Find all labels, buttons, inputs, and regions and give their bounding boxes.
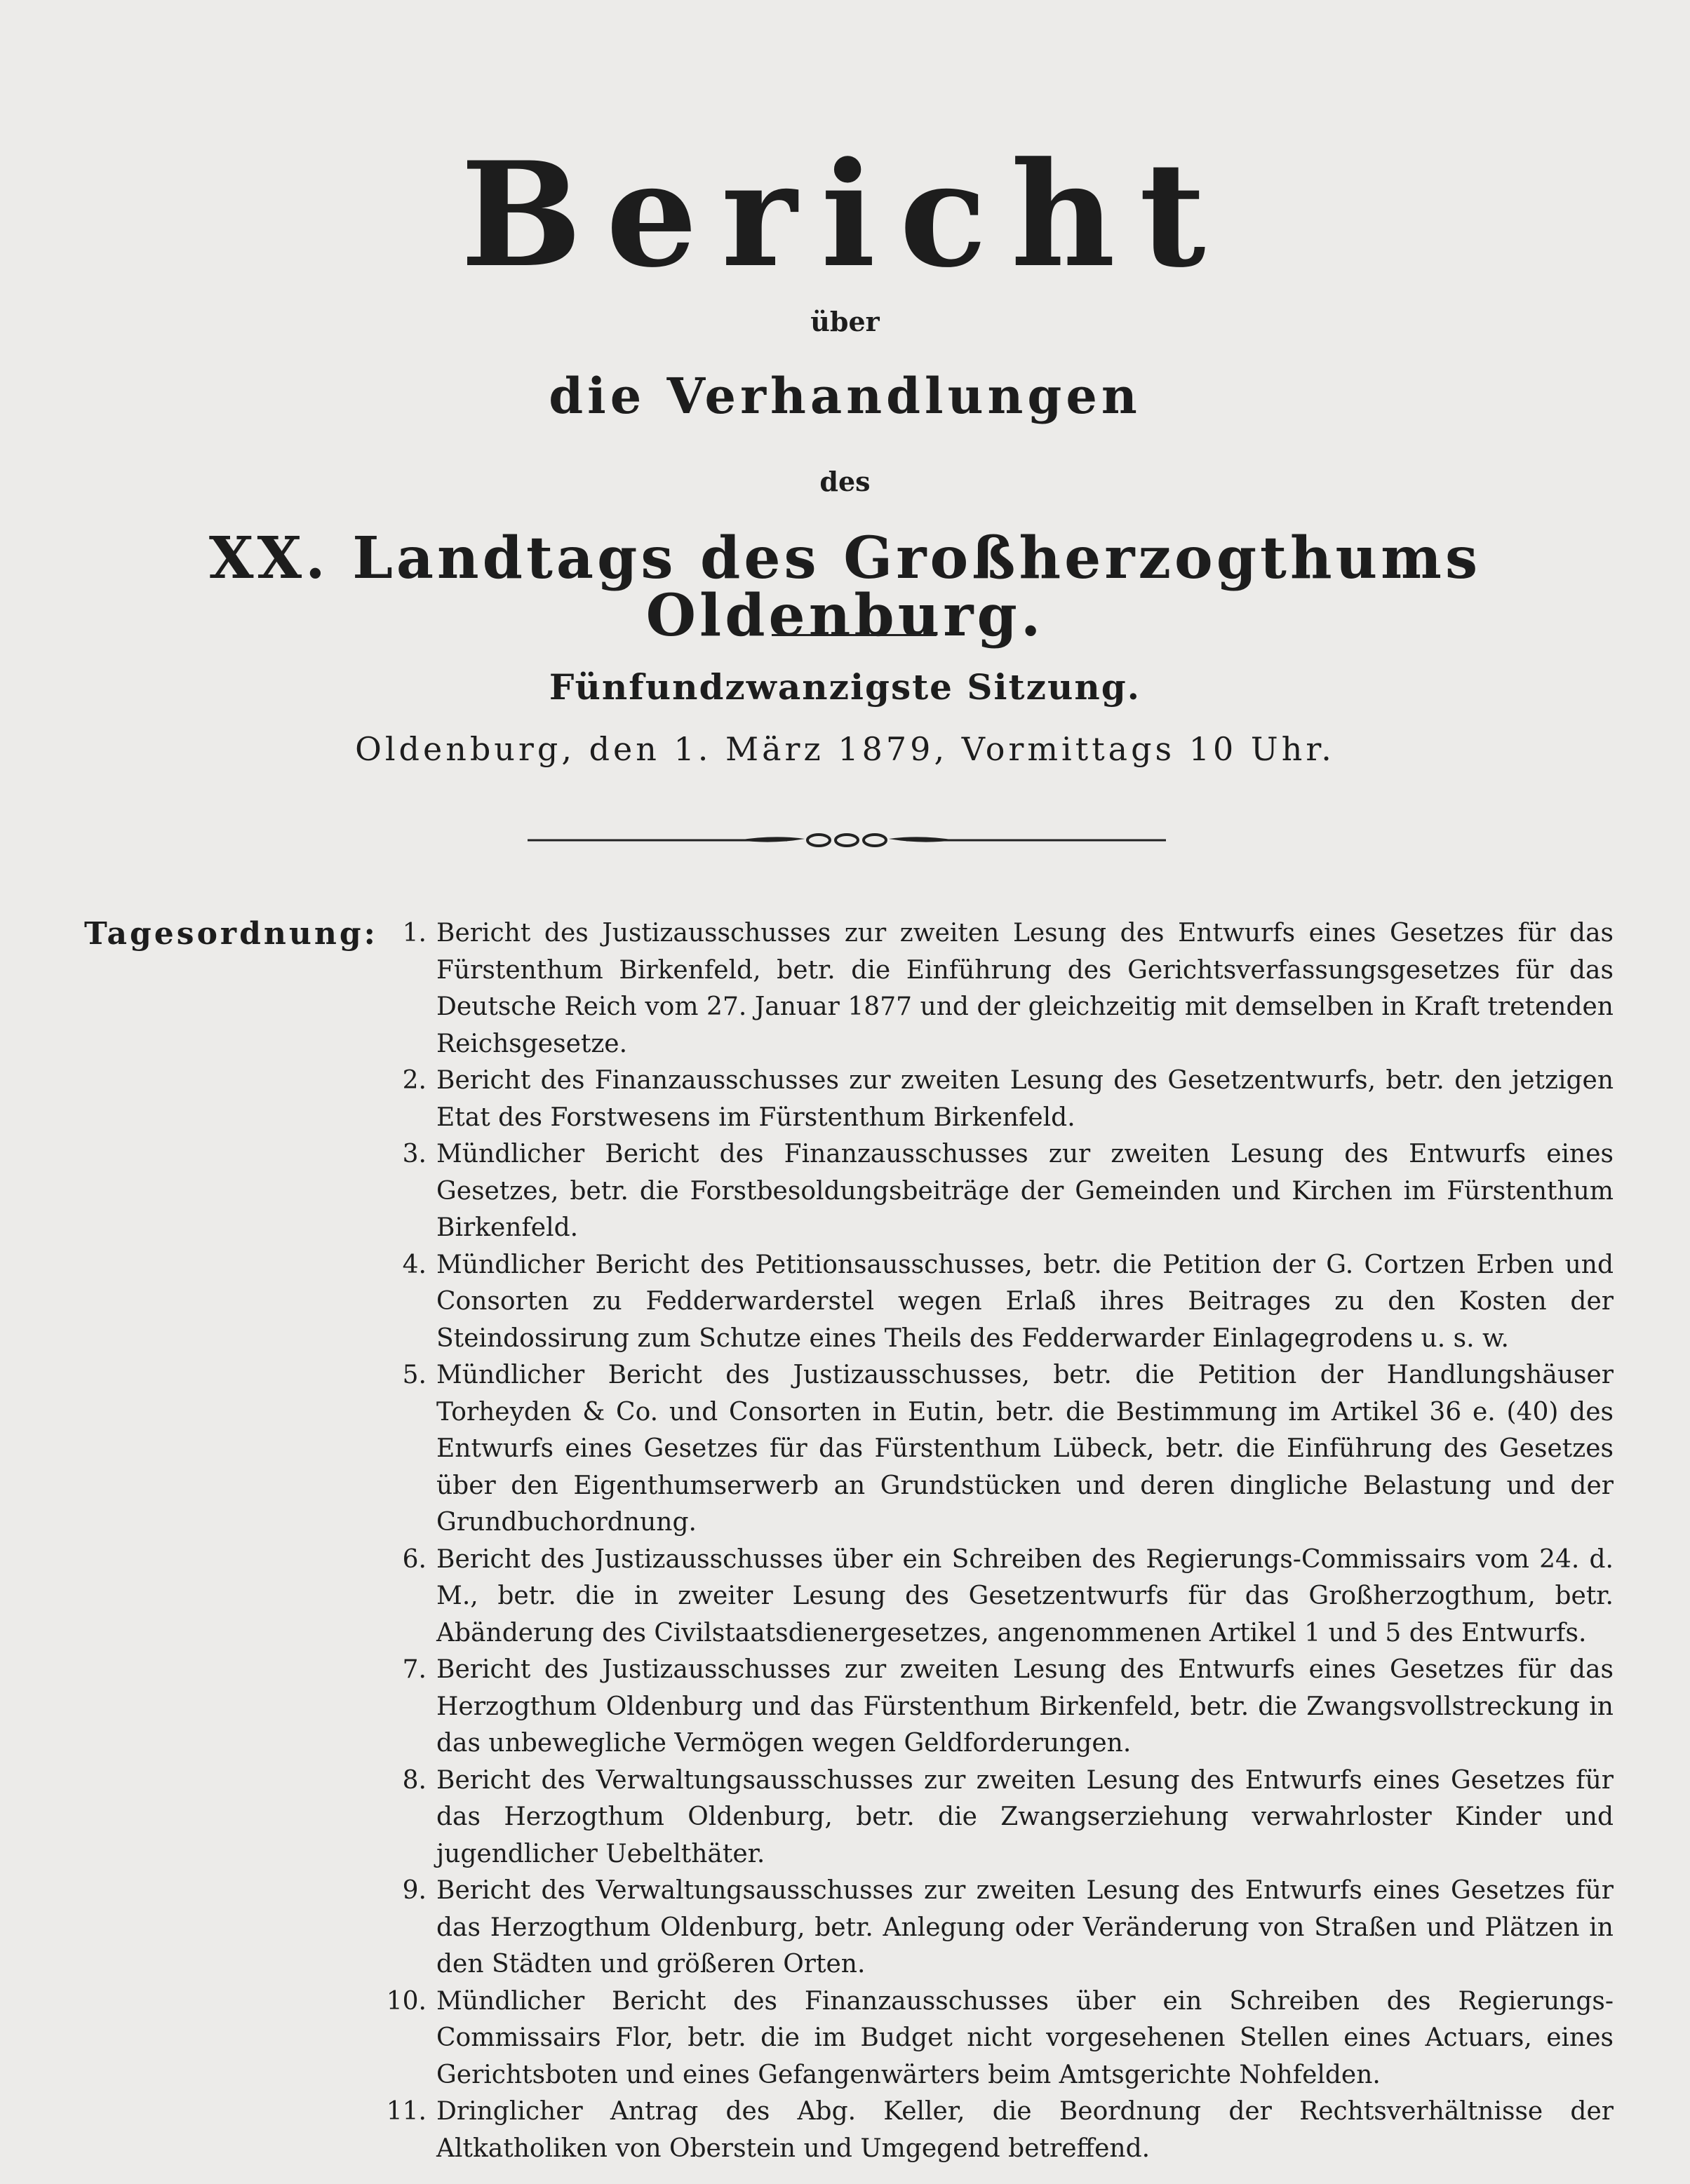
agenda-item-8 <box>372 1762 1614 1873</box>
agenda-item-3 <box>372 1136 1614 1247</box>
session-title: Fünfundzwanzigste Sitzung. <box>549 666 1141 708</box>
agenda-item-number: 11. <box>386 2097 427 2126</box>
title-line-landtag: XX. Landtags des Großherzogthums Oldenburg. <box>208 525 1482 649</box>
document-title: Bericht <box>460 131 1230 299</box>
agenda-item-11 <box>372 2094 1614 2167</box>
agenda-item-text: Bericht des Finanzausschusses zur zweiten Lesung des Gesetzentwurfs, betr. den jetzigen Etat des Forstwesens im Fürstenthum Birkenfeld. <box>436 1066 1614 1132</box>
agenda-item-text: Bericht des Verwaltungsausschusses zur zweiten Lesung des Entwurfs eines Gesetzes für das Herzogthum Oldenburg, betr. die Zwangserziehung verwahrloster Kinder und jugendlicher Uebelthäter. <box>436 1765 1614 1868</box>
agenda-item-text: Mündlicher Bericht des Finanzausschusses über ein Schreiben des Regierungs-Commissairs Flor, betr. die im Budget nicht vorgesehenen Stellen eines Actuars, eines Gerichtsboten und eines Gefangenwärters beim Amtsgerichte Nohfelden. <box>436 1986 1614 2089</box>
agenda-item-text: Mündlicher Bericht des Finanzausschusses zur zweiten Lesung des Entwurfs eines Gesetzes, betr. die Forstbesoldungsbeiträge der Gemeinden und Kirchen im Fürstenthum Birkenfeld. <box>436 1140 1614 1242</box>
agenda-item-7 <box>372 1652 1614 1762</box>
agenda-item-6 <box>372 1542 1614 1652</box>
agenda-item-5 <box>372 1357 1614 1542</box>
title-line-ueber: über <box>810 306 880 337</box>
agenda-item-9 <box>372 1873 1614 1983</box>
agenda-item-2 <box>372 1063 1614 1136</box>
agenda-item-text: Dringlicher Antrag des Abg. Keller, die Beordnung der Rechtsverhältnisse der Altkatholiken von Oberstein und Umgegend betreffend. <box>436 2097 1614 2163</box>
agenda-item-number: 6. <box>402 1544 427 1574</box>
agenda-item-number: 10. <box>386 1986 427 2016</box>
agenda-item-number: 2. <box>402 1066 427 1095</box>
agenda-item-10 <box>372 1983 1614 2094</box>
title-line-des: des <box>819 466 871 497</box>
agenda-list <box>372 915 1614 2167</box>
agenda-item-text: Mündlicher Bericht des Justizausschusses, betr. die Petition der Handlungshäuser Torheyden & Co. und Consorten in Eutin, betr. die Bestimmung im Artikel 36 e. (40) des Entwurfs eines Gesetzes für das Fürstenthum Lübeck, betr. die Einführung des Gesetzes über den Eigenthumserwerb an Grundstücken und deren dingliche Belastung und der Grundbuchordnung. <box>436 1361 1614 1537</box>
agenda-item-number: 4. <box>402 1250 427 1279</box>
agenda-item-text: Bericht des Justizausschusses zur zweiten Lesung des Entwurfs eines Gesetzes für das Herzogthum Oldenburg und das Fürstenthum Birkenfeld, betr. die Zwangsvollstreckung in das unbewegliche Vermögen wegen Geldforderungen. <box>436 1655 1614 1758</box>
agenda-item-number: 7. <box>402 1655 427 1684</box>
ornamental-divider <box>528 826 1166 854</box>
agenda-item-text: Bericht des Justizausschusses über ein Schreiben des Regierungs-Commissairs vom 24. d. M., betr. die in zweiter Lesung des Gesetzentwurfs für das Großherzogthum, betr. Abänderung des Civilstaatsdienergesetzes, angenommenen Artikel 1 und 5 des Entwurfs. <box>436 1544 1614 1647</box>
agenda-item-number: 1. <box>402 919 427 948</box>
agenda-label: Tagesordnung: <box>84 916 378 952</box>
agenda-item-number: 3. <box>402 1140 427 1168</box>
short-divider <box>772 634 937 636</box>
agenda-item-1 <box>372 915 1614 1063</box>
agenda-item-text: Mündlicher Bericht des Petitionsausschusses, betr. die Petition der G. Cortzen Erben und Consorten zu Fedderwarderstel wegen Erlaß ihres Beitrages zu den Kosten der Steindossirung zum Schutze eines Theils des Fedderwarder Einlagegrodens u. s. w. <box>436 1250 1614 1353</box>
agenda-item-number: 9. <box>402 1876 427 1905</box>
session-date: Oldenburg, den 1. März 1879, Vormittags 10 Uhr. <box>355 730 1335 768</box>
agenda-item-number: 5. <box>402 1361 427 1389</box>
agenda-item-4 <box>372 1247 1614 1358</box>
title-line-verhandlungen: die Verhandlungen <box>549 367 1141 425</box>
agenda-item-text: Bericht des Verwaltungsausschusses zur zweiten Lesung des Entwurfs eines Gesetzes für das Herzogthum Oldenburg, betr. Anlegung oder Veränderung von Straßen und Plätzen in den Städten und größeren Orten. <box>436 1876 1614 1979</box>
agenda-item-number: 8. <box>402 1765 427 1795</box>
agenda-item-text: Bericht des Justizausschusses zur zweiten Lesung des Entwurfs eines Gesetzes für das Fürstenthum Birkenfeld, betr. die Einführung des Gerichtsverfassungsgesetzes für das Deutsche Reich vom 27. Januar 1877 und der gleichzeitig mit demselben in Kraft tretenden Reichsgesetze. <box>436 919 1614 1058</box>
